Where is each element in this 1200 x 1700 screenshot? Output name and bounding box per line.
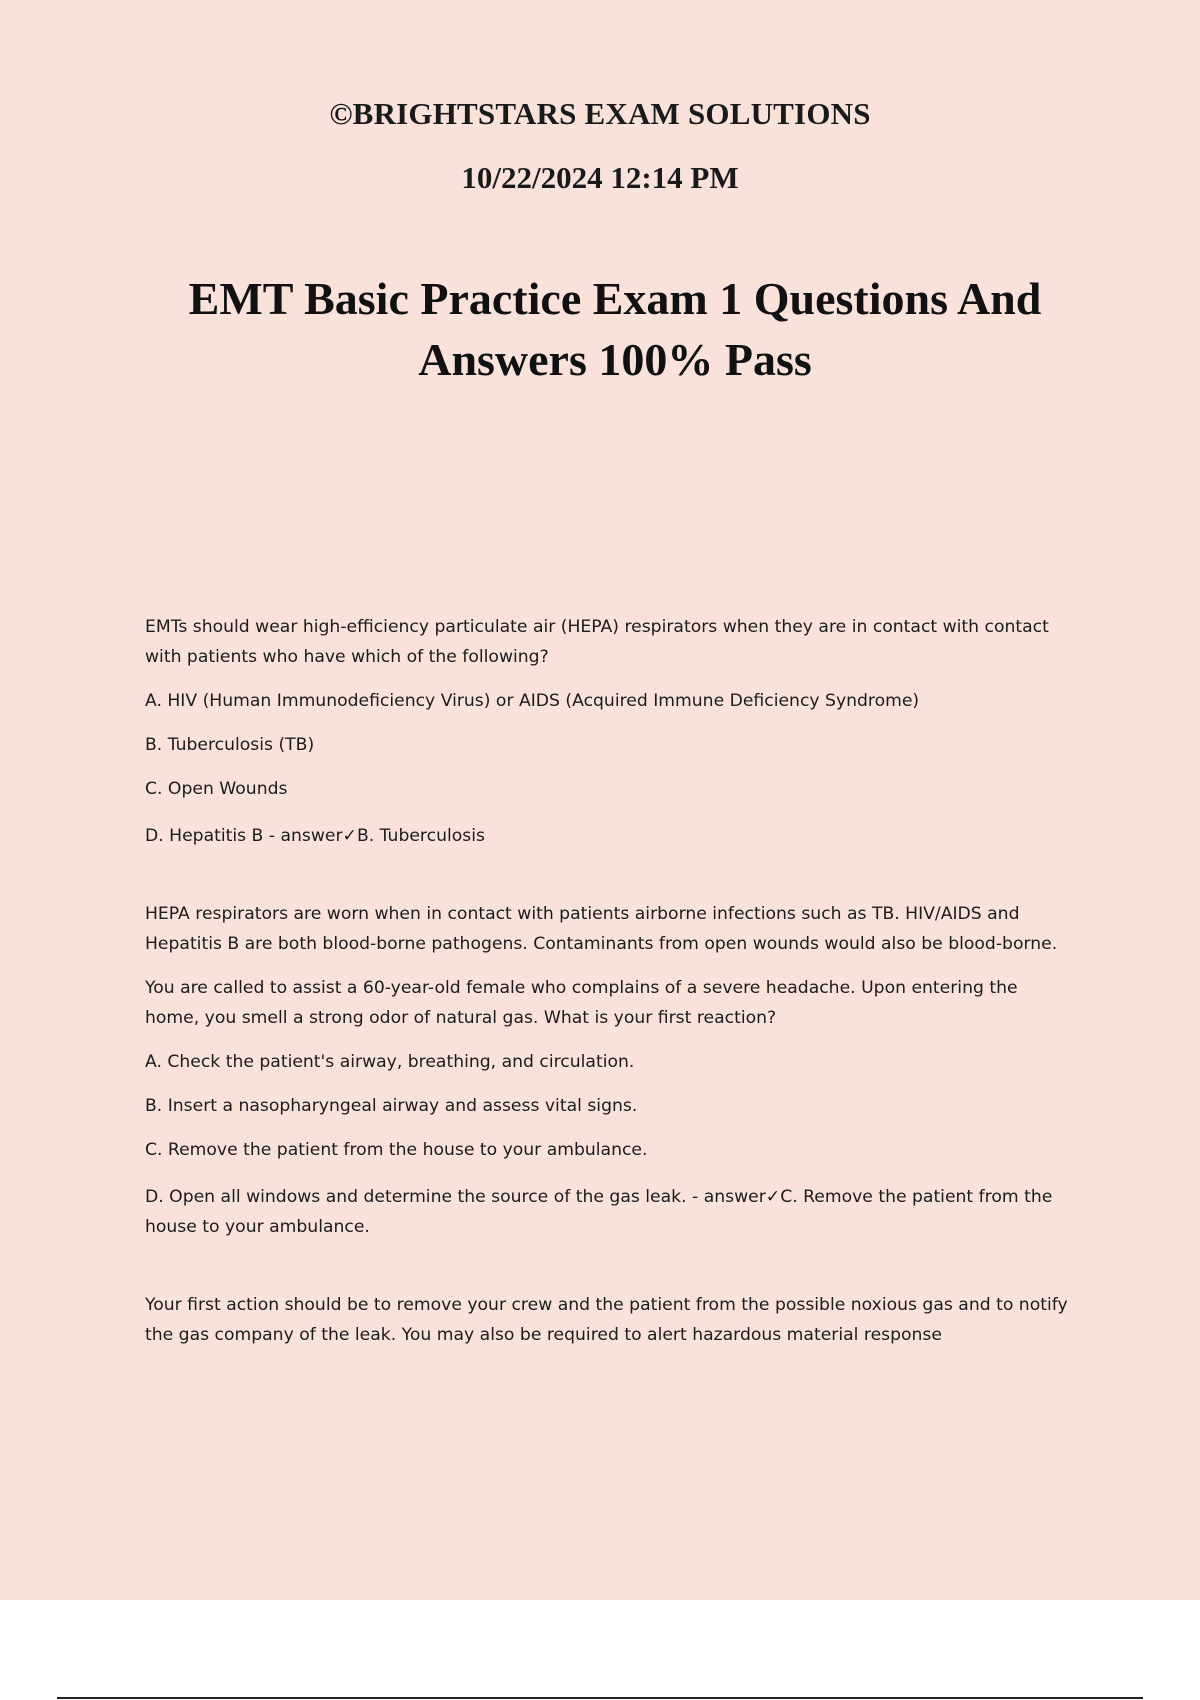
question-1-option-a: A. HIV (Human Immunodeficiency Virus) or AIDS (Acquired Immune Deficiency Syndrome) bbox=[145, 691, 920, 711]
question-1-option-d-answer: D. Hepatitis B - answer✓B. Tuberculosis bbox=[145, 826, 485, 846]
question-1-option-b: B. Tuberculosis (TB) bbox=[145, 735, 315, 755]
question-2-option-b: B. Insert a nasopharyngeal airway and assess vital signs. bbox=[145, 1096, 638, 1116]
document-datetime: 10/22/2024 12:14 PM bbox=[461, 160, 739, 195]
question-1-explanation: HEPA respirators are worn when in contact with patients airborne infections such as TB. HIV/AIDS and Hepatitis B are both blood-borne pathogens. Contaminants from open wounds would also be blood-borne. bbox=[145, 904, 1058, 954]
page-bottom-divider bbox=[57, 1697, 1143, 1699]
question-1-prompt: EMTs should wear high-efficiency particulate air (HEPA) respirators when they are in contact with contact with patients who have which of the following? bbox=[145, 617, 1049, 667]
question-2-prompt: You are called to assist a 60-year-old female who complains of a severe headache. Upon entering the home, you smell a strong odor of natural gas. What is your first reaction? bbox=[145, 978, 1018, 1028]
question-2-explanation: Your first action should be to remove your crew and the patient from the possible noxious gas and to notify the gas company of the leak. You may also be required to alert hazardous material response bbox=[145, 1295, 1068, 1345]
question-2-option-a: A. Check the patient's airway, breathing, and circulation. bbox=[145, 1052, 635, 1072]
document-body bbox=[145, 612, 1070, 1350]
brand-header: ©BRIGHTSTARS EXAM SOLUTIONS bbox=[329, 96, 871, 131]
question-1-option-c: C. Open Wounds bbox=[145, 779, 288, 799]
question-2-option-d-answer: D. Open all windows and determine the source of the gas leak. - answer✓C. Remove the patient from the house to your ambulance. bbox=[145, 1187, 1053, 1237]
document-title: EMT Basic Practice Exam 1 Questions And Answers 100% Pass bbox=[188, 273, 1042, 385]
question-2-option-c: C. Remove the patient from the house to your ambulance. bbox=[145, 1140, 648, 1160]
